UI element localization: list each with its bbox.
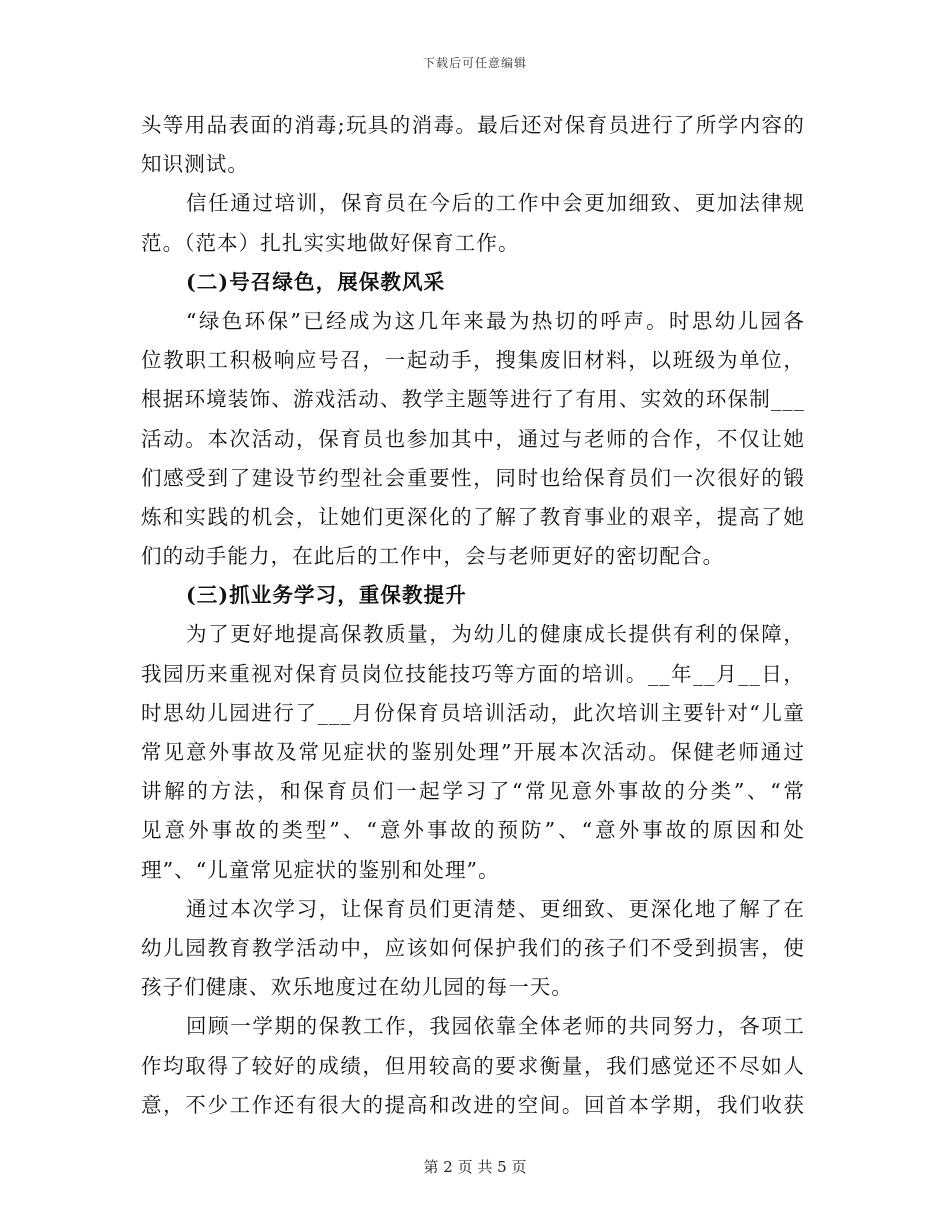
text-line: 们感受到了建设节约型社会重要性，同时也给保育员们一次很好的锻: [141, 465, 805, 490]
text-line: 作均取得了较好的成绩，但用较高的要求衡量，我们感觉还不尽如人: [141, 1053, 805, 1078]
text-line: 孩子们健康、欢乐地度过在幼儿园的每一天。: [141, 975, 573, 1000]
text-line: 幼儿园教育教学活动中，应该如何保护我们的孩子们不受到损害，使: [141, 935, 805, 960]
text-line: 们的动手能力，在此后的工作中，会与老师更好的密切配合。: [141, 544, 725, 569]
text-line: 活动。本次活动，保育员也参加其中，通过与老师的合作，不仅让她: [141, 426, 805, 451]
text-line: 头等用品表面的消毒;玩具的消毒。最后还对保育员进行了所学内容的: [141, 113, 805, 137]
text-line: “绿色环保”已经成为这几年来最为热切的呼声。时思幼儿园各: [186, 308, 805, 333]
text-line: 知识测试。: [141, 152, 249, 177]
section-heading: (二)号召绿色，展保教风采: [186, 269, 446, 294]
text-line: 位教职工积极响应号召，一起动手，搜集废旧材料，以班级为单位，: [141, 348, 805, 373]
page-footer: 第 2 页 共 5 页: [423, 1158, 527, 1176]
text-line: 通过本次学习，让保育员们更清楚、更细致、更深化地了解了在: [186, 896, 805, 921]
text-line: 回顾一学期的保教工作，我园依靠全体老师的共同努力，各项工: [186, 1014, 805, 1039]
text-line: 讲解的方法，和保育员们一起学习了“常见意外事故的分类”、“常: [141, 779, 805, 804]
text-line: 根据环境装饰、游戏活动、教学主题等进行了有用、实效的环保制___: [141, 387, 805, 412]
text-line: 为了更好地提高保教质量，为幼儿的健康成长提供有利的保障，: [186, 622, 805, 647]
text-line: 见意外事故的类型”、“意外事故的预防”、“意外事故的原因和处: [141, 818, 805, 843]
text-line: 常见意外事故及常见症状的鉴别处理”开展本次活动。保健老师通过: [141, 740, 805, 764]
text-line: 信任通过培训，保育员在今后的工作中会更加细致、更加法律规: [186, 191, 805, 216]
text-line: 炼和实践的机会，让她们更深化的了解了教育事业的艰辛，提高了她: [141, 504, 805, 529]
text-line: 我园历来重视对保育员岗位技能技巧等方面的培训。__年__月__日，: [141, 661, 805, 686]
text-line: 范。（范本）扎扎实实地做好保育工作。: [141, 230, 520, 255]
section-heading: (三)抓业务学习，重保教提升: [186, 583, 467, 608]
text-line: 时思幼儿园进行了___月份保育员培训活动，此次培训主要针对“儿童: [141, 700, 805, 725]
header-note: 下载后可任意编辑: [422, 56, 527, 70]
document-body: [141, 106, 805, 1125]
text-line: 理”、“儿童常见症状的鉴别和处理”。: [141, 857, 500, 882]
text-line: 意，不少工作还有很大的提高和改进的空间。回首本学期，我们收获: [141, 1092, 805, 1117]
